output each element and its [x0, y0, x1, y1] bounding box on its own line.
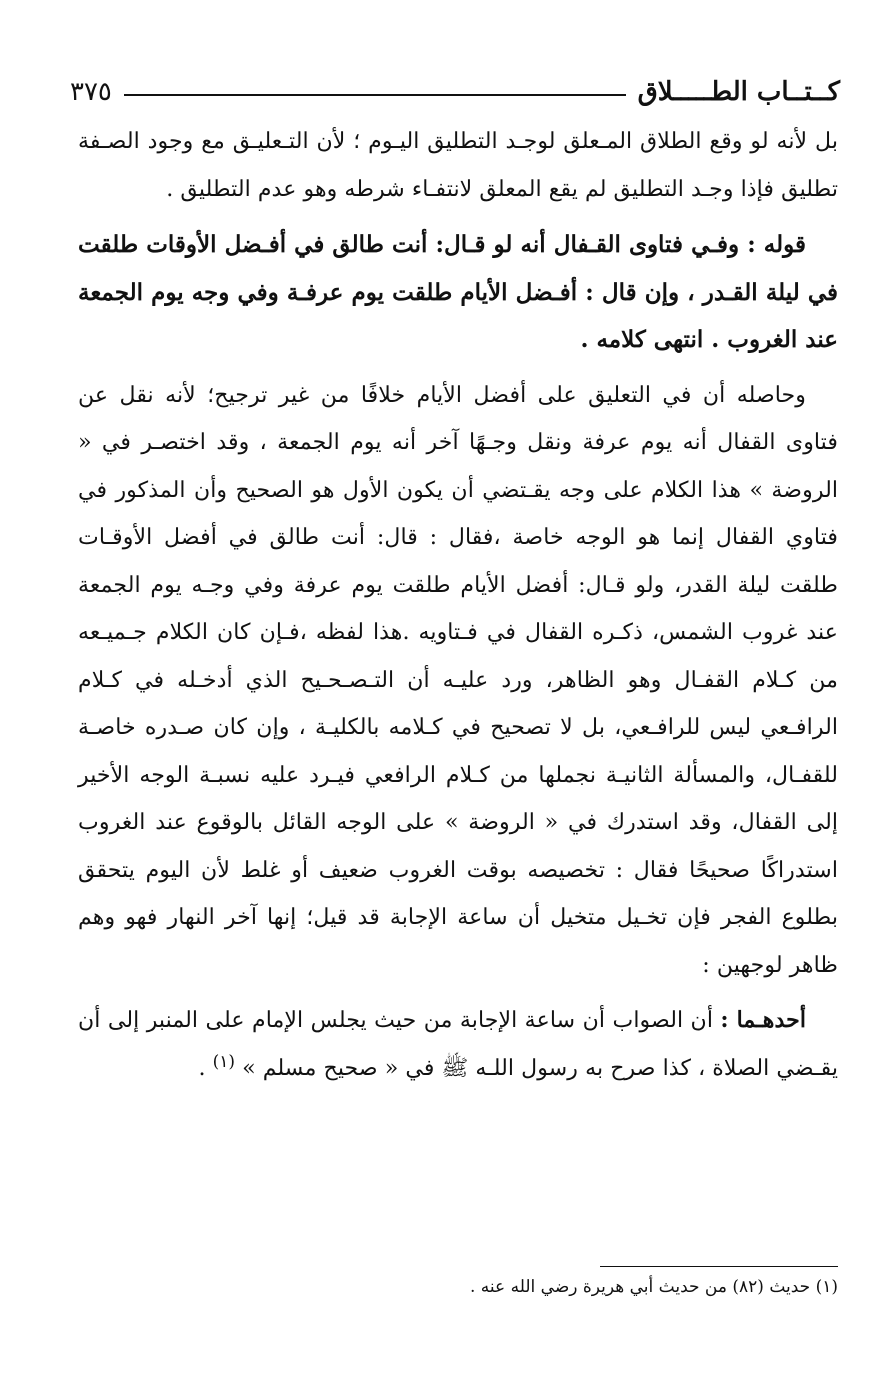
- paragraph-continuation: بل لأنه لو وقع الطلاق المـعلق لوجـد التطليق اليـوم ؛ لأن التـعليـق مع وجود الصـفة تطليق فإذا وجـد التطليق لم يقع المعلق لانتفـاء شرطه وهو عدم التطليق .: [78, 128, 838, 202]
- chapter-title: كــتــاب الطـــــلاق: [637, 77, 840, 107]
- quoted-passage: قوله : وفـي فتاوى القـفال أنه لو قـال: أنت طالق في أفـضل الأوقات طلقت في ليلة القـدر ، وإن قال : أفـضل الأيام طلقت يوم عرفـة وفي وجه يوم الجمعة عند الغروب . انتهى كلامه .: [78, 231, 838, 353]
- paragraph-first-reason: [78, 997, 838, 1094]
- footnote: (١) حديث (٨٢) من حديث أبي هريرة رضي الله عنه .: [470, 1277, 838, 1297]
- page-number: ٣٧٥: [70, 77, 112, 107]
- running-header: [70, 72, 840, 112]
- header-rule: [124, 94, 626, 96]
- first-reason-label: أحدهـما :: [720, 1007, 806, 1033]
- paragraph-commentary: وحاصله أن في التعليق على أفضل الأيام خلافًا من غير ترجيح؛ لأنه نقل عن فتاوى القفال أنه يوم عرفة ونقل وجـهًا آخر أنه يوم الجمعة ، وقد اختصـر في « الروضة » هذا الكلام على وجه يقـتضي أن يكون الأول هو الصحيح وأن المذكور في فتاوي القفال إنما هو الوجه خاصة ،فقال : قال: أنت طالق في أفضل الأوقـات طلقت ليلة القدر، ولو قـال: أفضل الأيام طلقت يوم عرفة وفي وجـه يوم الجمعة عند غروب الشمس، ذكـره القفال في فـتاويه .هذا لفظه ،فـإن كان الكلام جـميـعه من كـلام القفـال وهو الظاهر، ورد عليـه أن التـصـحـيح الذي أدخـله في كـلام الرافـعي ليس للرافـعي، بل لا تصحيح في كـلامه بالكليـة ، وإن كان صـدره خاصـة للقفـال، والمسألة الثانيـة نجملها من كـلام الرافعي فيـرد عليه نسبـة الوجه الأخير إلى القفال، وقد استدرك في « الروضة » على الوجه القائل بالوقوع عند الغروب استدراكًا صحيحًا فقال : تخصيصه بوقت الغروب ضعيف أو غلط لأن اليوم يتحقق بطلوع الفجر فإن تخـيل متخيل أن ساعة الإجابة قد قيل؛ إنها آخر النهار فهو وهم ظاهر لوجهين :: [78, 381, 838, 978]
- first-reason-text: أن الصواب أن ساعة الإجابة من حيث يجلس الإمام على المنبر إلى أن يقـضي الصلاة ، كذا صرح به رسول اللـه ﷺ في « صحيح مسلم »: [78, 1007, 838, 1081]
- footnote-marker: (١): [212, 1051, 236, 1072]
- first-reason-end: .: [198, 1054, 213, 1081]
- main-text: [78, 118, 838, 1094]
- footnote-separator: [600, 1266, 838, 1267]
